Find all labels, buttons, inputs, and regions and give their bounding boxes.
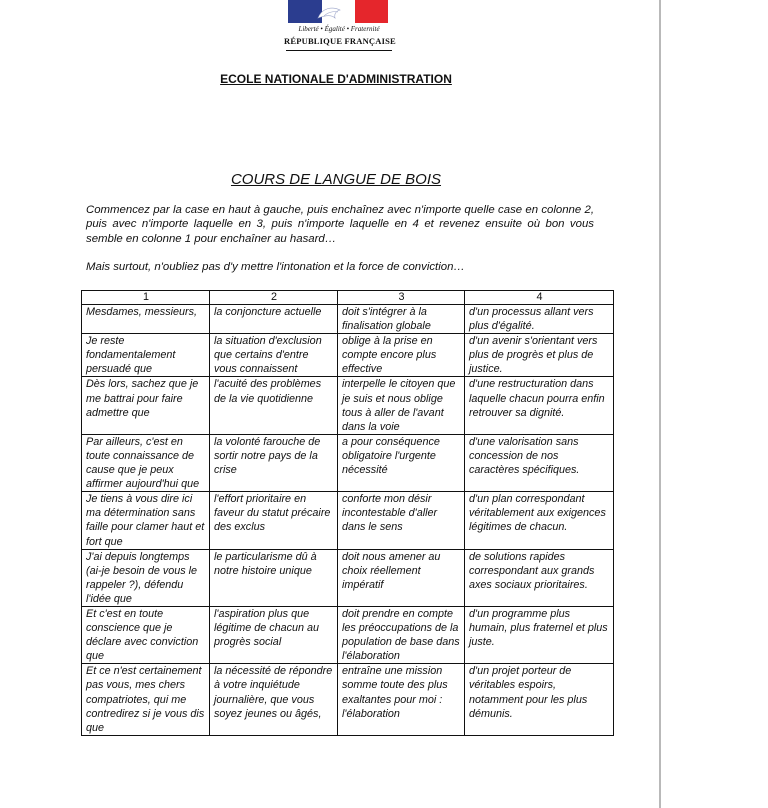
instructions-paragraph: Commencez par la case en haut à gauche, puis enchaînez avec n'importe quelle case en colonne 2, puis avec n'importe laquelle en 3, puis n'importe laquelle en 4 et revenez ensuite où bon vous semble en colonne 1 pour enchaîner au hasard…	[86, 204, 594, 245]
table-cell: d'un projet porteur de véritables espoirs, notamment pour les plus démunis.	[465, 664, 614, 735]
french-flag-logo-icon	[288, 0, 388, 23]
table-cell: d'un processus allant vers plus d'égalité.	[465, 305, 614, 334]
document-title: COURS DE LANGUE DE BOIS	[230, 171, 442, 188]
table-cell: Par ailleurs, c'est en toute connaissance de cause que je peux affirmer aujourd'hui que	[82, 434, 210, 491]
school-name: ECOLE NATIONALE D'ADMINISTRATION	[220, 72, 452, 86]
table-cell: d'une restructuration dans laquelle chacun pourra enfin retrouver sa dignité.	[465, 377, 614, 434]
logo-republic-name: RÉPUBLIQUE FRANÇAISE	[284, 36, 396, 46]
table-row	[82, 492, 614, 549]
table-row	[82, 606, 614, 663]
table-cell: conforte mon désir incontestable d'aller dans le sens	[338, 492, 465, 549]
table-cell: d'un programme plus humain, plus fraternel et plus juste.	[465, 606, 614, 663]
table-cell: Mesdames, messieurs,	[82, 305, 210, 334]
table-cell: doit s'intégrer à la finalisation globale	[338, 305, 465, 334]
table-row	[82, 664, 614, 735]
table-cell: Et ce n'est certainement pas vous, mes chers compatriotes, qui me contredirez si je vous dis que	[82, 664, 210, 735]
reminder-paragraph: Mais surtout, n'oubliez pas d'y mettre l'intonation et la force de conviction…	[86, 261, 465, 273]
column-header: 2	[210, 291, 338, 305]
table-row	[82, 434, 614, 491]
column-header: 3	[338, 291, 465, 305]
republique-francaise-logo	[284, 0, 394, 54]
table-cell: interpelle le citoyen que je suis et nous oblige tous à aller de l'avant dans la voie	[338, 377, 465, 434]
table-cell: Et c'est en toute conscience que je déclare avec conviction que	[82, 606, 210, 663]
table-cell: Je reste fondamentalement persuadé que	[82, 334, 210, 377]
table-cell: doit prendre en compte les préoccupations de la population de base dans l'élaboration	[338, 606, 465, 663]
table-cell: doit nous amener au choix réellement impératif	[338, 549, 465, 606]
column-header: 4	[465, 291, 614, 305]
table-cell: l'acuité des problèmes de la vie quotidienne	[210, 377, 338, 434]
table-cell: la nécessité de répondre à votre inquiétude journalière, que vous soyez jeunes ou âgés,	[210, 664, 338, 735]
logo-divider	[286, 50, 392, 51]
logo-motto: Liberté • Égalité • Fraternité	[298, 25, 380, 33]
table-cell: l'effort prioritaire en faveur du statut précaire des exclus	[210, 492, 338, 549]
table-cell: oblige à la prise en compte encore plus effective	[338, 334, 465, 377]
table-cell: Dès lors, sachez que je me battrai pour faire admettre que	[82, 377, 210, 434]
table-cell: d'un plan correspondant véritablement aux exigences légitimes de chacun.	[465, 492, 614, 549]
table-row	[82, 305, 614, 334]
table-cell: d'une valorisation sans concession de nos caractères spécifiques.	[465, 434, 614, 491]
table-cell: entraîne une mission somme toute des plus exaltantes pour moi : l'élaboration	[338, 664, 465, 735]
table-cell: d'un avenir s'orientant vers plus de progrès et plus de justice.	[465, 334, 614, 377]
table-row	[82, 334, 614, 377]
phrase-table	[81, 290, 614, 736]
table-cell: a pour conséquence obligatoire l'urgente nécessité	[338, 434, 465, 491]
table-row	[82, 377, 614, 434]
page-edge	[659, 0, 661, 808]
table-cell: de solutions rapides correspondant aux grands axes sociaux prioritaires.	[465, 549, 614, 606]
table-cell: la volonté farouche de sortir notre pays de la crise	[210, 434, 338, 491]
table-cell: J'ai depuis longtemps (ai-je besoin de vous le rappeler ?), défendu l'idée que	[82, 549, 210, 606]
table-header-row	[82, 291, 614, 305]
table-cell: Je tiens à vous dire ici ma détermination sans faille pour clamer haut et fort que	[82, 492, 210, 549]
table-cell: la situation d'exclusion que certains d'entre vous connaissent	[210, 334, 338, 377]
table-cell: la conjoncture actuelle	[210, 305, 338, 334]
table-cell: l'aspiration plus que légitime de chacun au progrès social	[210, 606, 338, 663]
table-row	[82, 549, 614, 606]
table-cell: le particularisme dû à notre histoire unique	[210, 549, 338, 606]
column-header: 1	[82, 291, 210, 305]
